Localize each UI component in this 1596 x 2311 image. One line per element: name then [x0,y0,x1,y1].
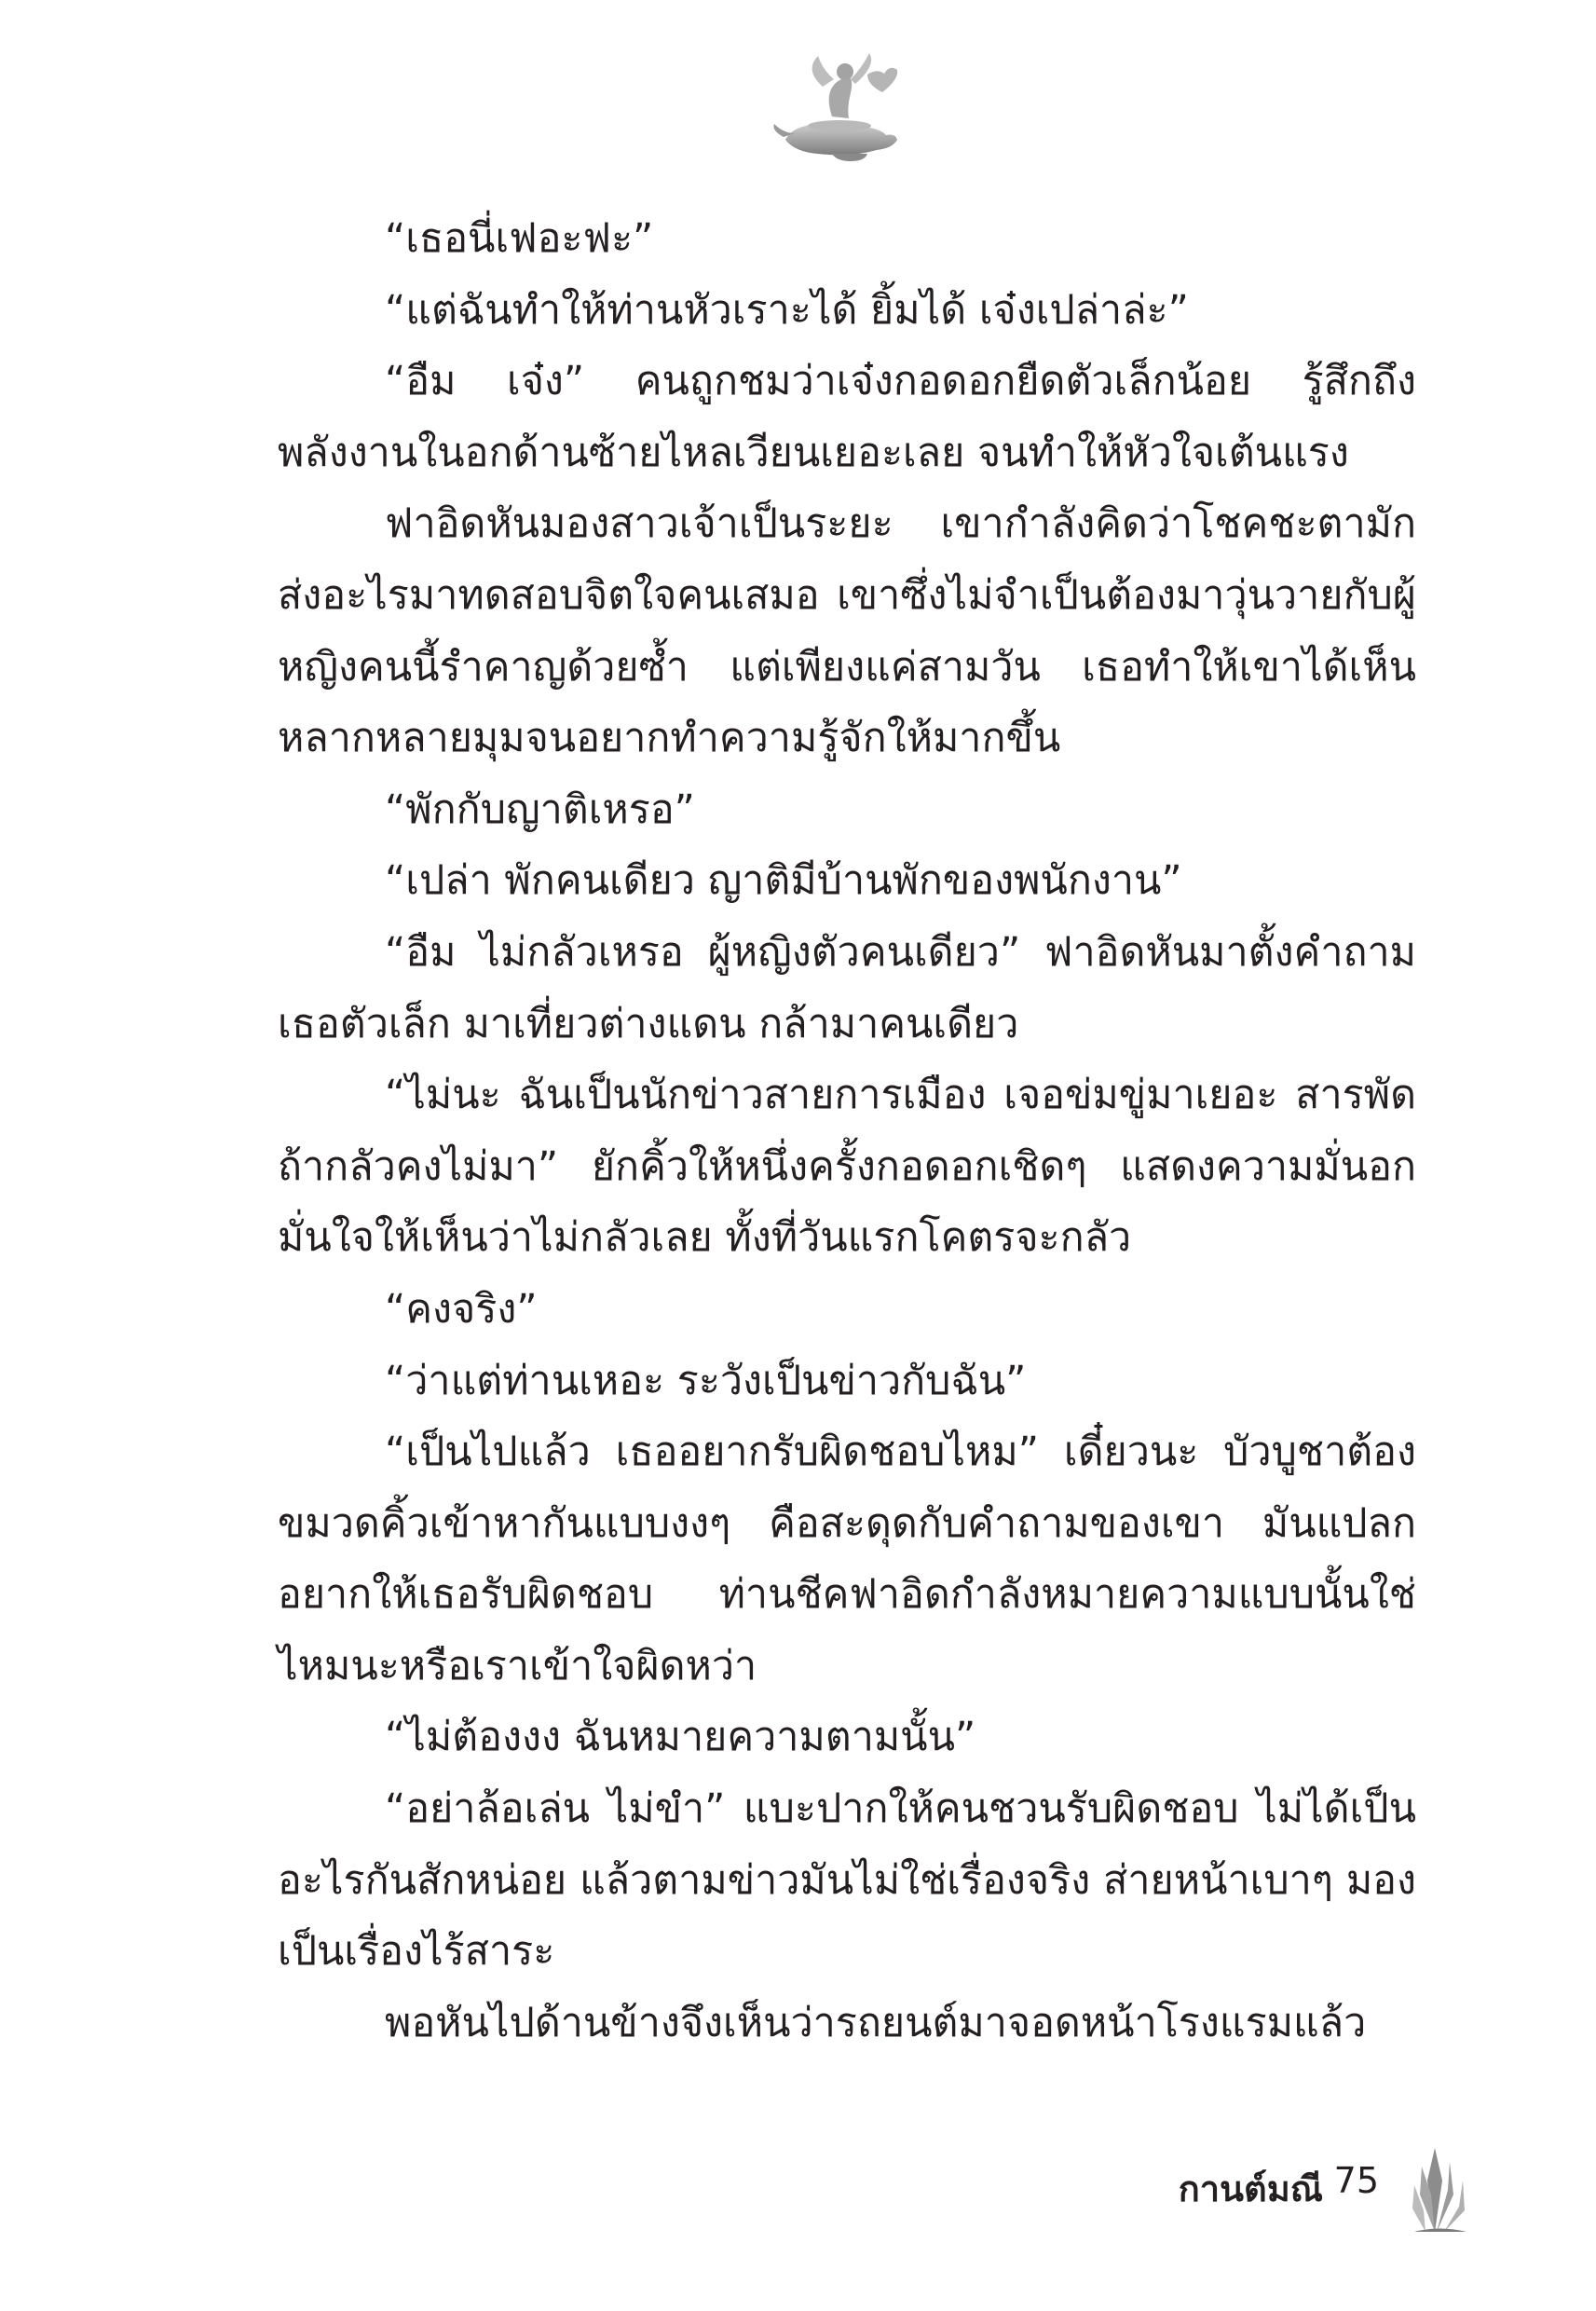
page-number: 75 [1333,2160,1379,2201]
paragraph: “อืม เจ๋ง” คนถูกชมว่าเจ๋งกอดอกยืดตัวเล็กน้อย รู้สึกถึงพลังงานในอกด้านซ้ายไหลเวียนเยอะเลย จนทำให้หัวใจเต้นแรง [278,358,1416,476]
paragraph: “เป็นไปแล้ว เธออยากรับผิดชอบไหม” เดี๋ยวนะ บัวบูชาต้องขมวดคิ้วเข้าหากันแบบงงๆ คือสะดุดกับคำถามของเขา มันแปลกอยากให้เธอรับผิดชอบ ท่านชีคฟาอิดกำลังหมายความแบบนั้นใช่ไหมนะหรือเราเข้าใจผิดหว่า [278,1429,1416,1689]
paragraph: “ไม่ต้องงง ฉันหมายความตามนั้น” [385,1714,976,1761]
paragraph: “อืม ไม่กลัวเหรอ ผู้หญิงตัวคนเดียว” ฟาอิดหันมาตั้งคำถามเธอตัวเล็ก มาเที่ยวต่างแดน กล้ามาคนเดียว [278,928,1416,1047]
paragraph: “พักกับญาติเหรอ” [385,786,695,833]
paragraph: “แต่ฉันทำให้ท่านหัวเราะได้ ยิ้มได้ เจ๋งเปล่าล่ะ” [385,286,1189,334]
page-footer [1081,2143,1491,2236]
paragraph: พอหันไปด้านข้างจึงเห็นว่ารถยนต์มาจอดหน้าโรงแรมแล้ว [385,1999,1367,2046]
paragraph: “ไม่นะ ฉันเป็นนักข่าวสายการเมือง เจอข่มขู่มาเยอะ สารพัดถ้ากลัวคงไม่มา” ยักคิ้วให้หนึ่งครั้งกอดอกเชิดๆ แสดงความมั่นอกมั่นใจให้เห็นว่าไม่กลัวเลย ทั้งที่วันแรกโคตรจะกลัว [278,1072,1416,1262]
paragraph: “ว่าแต่ท่านเหอะ ระวังเป็นข่าวกับฉัน” [385,1357,1027,1404]
running-footer-title: กานต์มณี [1178,2168,1323,2209]
cupid-lamp-ornament-icon [767,51,907,163]
paragraph: “เปล่า พักคนเดียว ญาติมีบ้านพักของพนักงาน” [385,857,1182,905]
crystal-cluster-icon [1407,2143,1472,2236]
paragraph: “อย่าล้อเล่น ไม่ขำ” แบะปากให้คนชวนรับผิดชอบ ไม่ได้เป็นอะไรกันสักหน่อย แล้วตามข่าวมันไม่ใช่เรื่องจริง ส่ายหน้าเบาๆ มองเป็นเรื่องไร้สาระ [278,1785,1416,1976]
body-text [278,203,1416,2058]
paragraph: ฟาอิดหันมองสาวเจ้าเป็นระยะ เขากำลังคิดว่าโชคชะตามักส่งอะไรมาทดสอบจิตใจคนเสมอ เขาซึ่งไม่จำเป็นต้องมาวุ่นวายกับผู้หญิงคนนี้รำคาญด้วยซ้ำ แต่เพียงแค่สามวัน เธอทำให้เขาได้เห็นหลากหลายมุมจนอยากทำความรู้จักให้มากขึ้น [278,500,1416,762]
paragraph: “เธอนี่เฟอะฟะ” [385,215,654,262]
paragraph: “คงจริง” [385,1285,538,1333]
